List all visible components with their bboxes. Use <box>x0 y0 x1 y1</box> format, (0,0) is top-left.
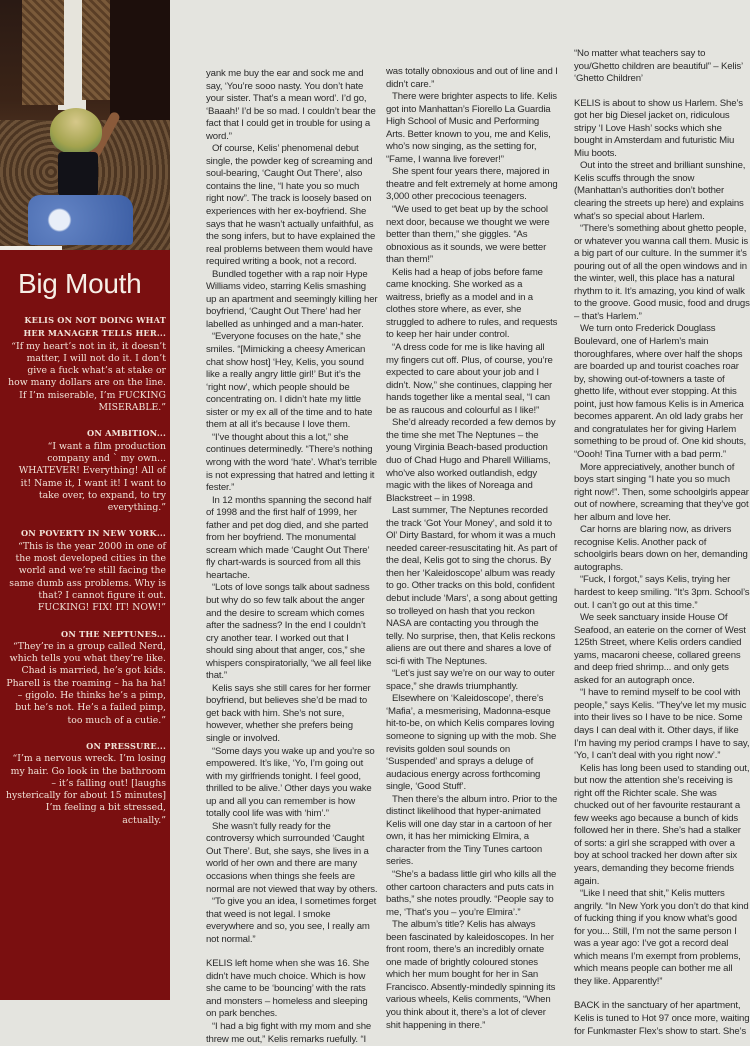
quote-heading: ON POVERTY IN NEW YORK... <box>20 528 166 539</box>
article-column-2 <box>386 66 558 1032</box>
paragraph: Bundled together with a rap noir Hype Williams video, starring Kelis smashing up an apartment and seemingly killing her boyfriend, ‘Caught Out There’ had her labelled as unhinged and a man-hater. <box>206 268 378 330</box>
paragraph: In 12 months spanning the second half of 1998 and the first half of 1999, her father and pet dog died, and she parted from her boyfriend. The monumental scream which made ‘Caught Out There’ fly chart-wards is sourced from all this heartache. <box>206 494 372 581</box>
epigraph-quote: “No matter what teachers say to you/Ghetto children are beautiful” – Kelis’ ‘Ghetto Children’ <box>574 48 743 85</box>
quote-heading: ON PRESSURE... <box>86 740 166 751</box>
paragraph: “Like I need that shit,” Kelis mutters angrily. “In New York you don’t do that kind of fucking thing if you know what’s good for you... Still, I’m not the same person I was a year ago: I’ve got a record deal which means I’m exempt from problems, which means people can bother me all they like. Apparently!” <box>574 888 749 987</box>
paragraph: was totally obnoxious and out of line and I didn’t care.” <box>386 66 558 90</box>
paragraph: yank me buy the ear and sock me and say, ‘You’re sooo nasty. You don’t hate your sister. That’s a mean word’. I’d go, ‘Baaah!’ I’d be so mad. I couldn’t bear the fact that I could get in trouble for using a word.” <box>206 68 376 142</box>
paragraph: “I have to remind myself to be cool with people,” says Kelis. “They’ve let my music into their lives so I have to be nice. Some days I can deal with it. Other days, if like I’m having my period cramps I have to say, ‘Yo, I can’t deal with you right now’.” <box>574 687 750 762</box>
paragraph: “I had a big fight with my mom and she threw me out,” Kelis remarks ruefully. “I <box>206 1021 372 1045</box>
quote-block <box>6 628 166 727</box>
photo-curtain-right <box>82 0 110 100</box>
paragraph: The album’s title? Kelis has always been fascinated by kaleidoscopes. In her front room, there’s an incredibly ornate one made of brightly coloured stones which her mum bought for her in San Francisco. Absently-mindedly spinning its various wheels, Kelis comments, “When you think about it, there’s a lot of clever shit happening in there.” <box>386 919 556 1031</box>
photo-top <box>58 152 98 196</box>
article-column-1 <box>206 68 378 1046</box>
paragraph: “Everyone focuses on the hate,” she smiles. “[Mimicking a cheesy American chat show host] ‘Hey, Kelis, you sound like a really angry little girl!’ But it’s the ‘right now’, which people should be concentrating on. I didn’t hate my little sister or my ex all of the time and to hate them at all it’s because I love them. <box>206 331 373 431</box>
paragraph: We turn onto Frederick Douglass Boulevard, one of Harlem’s main thoroughfares, where over half the shops are boarded up and tourist coaches roar by, showing out-of-towners a taste of ghetto life, without ever stopping. At this point, just how famous Kelis is in America becomes apparent. An old lady grabs her and congratulates her for giving Harlem something to be proud of. One kid shouts, “Oooh! Tina Turner with a bad perm.” <box>574 323 746 460</box>
quote-text: “I want a film production company and ` my own... WHATEVER! Everything! All of it! Name it, I want it! I want to take over, to expand, to try everything.” <box>18 440 166 514</box>
quote-text: “I’m a nervous wreck. I’m losing my hair. Go look in the bathroom – it’s falling out! [laughs hysterically for about 15 minutes] I’m feeling a bit stressed, actually.” <box>6 753 166 826</box>
sidebar-title: Big Mouth <box>18 268 142 299</box>
section-start-paragraph: BACK in the sanctuary of her apartment, Kelis is tuned to Hot 97 once more, waiting for Funkmaster Flex’s show to start. She’s <box>574 1000 750 1037</box>
paragraph: She spent four years there, majored in theatre and felt extremely at home among 3,000 other precocious teenagers. <box>386 166 558 203</box>
paragraph: Of course, Kelis’ phenomenal debut single, the powder keg of screaming and soul-bearing, ‘Caught Out There’, also contains the line, “I hate you so much right now”. The track is loosely based on experiences with her ex-boyfriend. She says that he wasn’t actually unfaithful, as the song infers, but to have explained the real problems between them would have required writing a book, not a record. <box>206 143 376 268</box>
paragraph: She’d already recorded a few demos by the time she met The Neptunes – the young Virginia Beach-based production duo of Chad Hugo and Pharell Williams, who’ve also worked outlandish, edgy magic with the likes of Noreaga and Blackstreet – in 1998. <box>386 417 556 504</box>
sidebar-panel <box>0 0 170 1000</box>
section-start-paragraph: KELIS left home when she was 16. She didn’t have much choice. Which is how she came to be ‘bouncing’ with the rats and monsters – homeless and sleeping on park benches. <box>206 958 370 1020</box>
paragraph: Out into the street and brilliant sunshine, Kelis scuffs through the snow (Manhattan’s authorities don’t bother clearing the streets up here) and explains what’s so special about Harlem. <box>574 160 746 222</box>
paragraph: “She’s a badass little girl who kills all the other cartoon characters and puts cats in baths,” she notes proudly. “People say to me, ‘That’s you – you’re Elmira’.” <box>386 869 557 918</box>
paragraph: Elsewhere on ‘Kaleidoscope’, there’s ‘Mafia’, a mesmerising, Madonna-esque hit-to-be, on which Kelis compares loving someone to signing up with the mob. She revisits golden soul sounds on ‘Suspended’ and sprays a deluge of audacious energy across forthcoming single, ‘Good Stuff’. <box>386 693 557 793</box>
photo-jeans <box>28 195 133 245</box>
photo-edge <box>0 246 62 250</box>
photo-curtain-left <box>22 0 64 105</box>
quote-block <box>6 740 166 827</box>
quote-heading: ON AMBITION... <box>87 428 166 439</box>
paragraph: Last summer, The Neptunes recorded the track ‘Got Your Money’, and sold it to Ol’ Dirty Bastard, for whom it was a much needed career-resuscitating hit. As part of the deal, Kelis got to sing the chorus. By then her ‘Kaleidoscope’ album was ready to go. Other tracks on this bold, confident debut include ‘Mars’, a song about getting so trolleyed on hash that you reckon NASA are contacting you through the telly. No surprise, then, that Kelis reckons aliens are out there and shares a love of sci-fi with The Neptunes. <box>386 505 558 667</box>
quote-block <box>6 427 166 514</box>
paragraph: “Let’s just say we’re on our way to outer space,” she drawls triumphantly. <box>386 668 555 692</box>
paragraph: “Some days you wake up and you’re so empowered. It’s like, ‘Yo, I’m going out with my girlfriends tonight. I feel good, thrilled to be alive.’ Other days you wake up and all you can remember is how totally cool life was with ‘him’.” <box>206 745 375 820</box>
quote-text: “They’re in a group called Nerd, which tells you what they’re like. Chad is married, he’s got kids. Pharell is the roaming – ha ha ha! – gigolo. He thinks he’s a pimp, but he’s not. He’s a failed pimp, too much of a cutie.” <box>6 640 166 726</box>
paragraph: Kelis has long been used to standing out, but now the attention she’s receiving is right off the Richter scale. She was chucked out of her favourite restaurant a few weeks ago because a bunch of kids followed her in there. She’s had a stalker of sorts: a girl she scrapped with over a boy at school tracked her down after six years, demanding they become friends again. <box>574 762 750 887</box>
quote-heading: KELIS ON NOT DOING WHAT HER MANAGER TELLS HER... <box>23 315 166 339</box>
quote-block <box>6 527 166 614</box>
quote-block <box>6 314 166 414</box>
kelis-photo <box>0 0 170 250</box>
photo-hair <box>50 108 102 154</box>
paragraph: “To give you an idea, I sometimes forget that weed is not legal. I smoke everywhere and so, you see, I really am not normal.” <box>206 896 377 945</box>
paragraph: We seek sanctuary inside House Of Seafood, an eaterie on the corner of West 125th Street, where Kelis orders candied yams, macaroni cheese, collared greens and deep fried shrimp... and only gets asked for an autograph once. <box>574 612 746 686</box>
paragraph: “I’ve thought about this a lot,” she continues determinedly. “There’s nothing wrong with the word ‘hate’. What’s terrible is not expressing that hatred and letting it fester.” <box>206 431 377 494</box>
paragraph: Car horns are blaring now, as drivers recognise Kelis. Another pack of schoolgirls bears down on her, demanding autographs. <box>574 524 748 573</box>
article-column-3 <box>574 48 750 1038</box>
paragraph: “Lots of love songs talk about sadness but why do so few talk about the anger and the desire to scream which comes after the sadness? In the end I couldn’t cry another tear. I worked out that I should sing about that anger, cos,” she whispers conspiratorially, “we all feel like that.” <box>206 582 372 682</box>
paragraph: “We used to get beat up by the school next door, because we thought we were better than them,” she giggles. “As obnoxious as it sounds, we were better than them!” <box>386 204 550 266</box>
section-start-paragraph: KELIS is about to show us Harlem. She’s got her big Diesel jacket on, ridiculous stripy ‘I Love Hash’ socks which she bought in Amsterdam and futuristic Miu Miu boots. <box>574 97 743 159</box>
paragraph: “There’s something about ghetto people, or whatever you wanna call them. Music is a big part of our culture. In the summer it’s pouring out of all the open windows and in the winter, well, this place has a natural rhythm to it. It’s amazing, you kind of walk to the groove. Good music, food and drugs – that’s Harlem.” <box>574 223 750 322</box>
paragraph: Then there’s the album intro. Prior to the distinct likelihood that hyper-animated Kelis will one day star in a cartoon of her own, it has her mimicking Elmira, a character from the Tiny Tunes cartoon series. <box>386 793 558 868</box>
quote-text: “If my heart’s not in it, it doesn’t matter, I will not do it. I don’t give a fuck what’s at stake or how many dollars are on the line. If I’m miserable, I’m FUCKING MISERABLE.” <box>8 340 166 414</box>
quote-text: “This is the year 2000 in one of the most developed cities in the world and we’re still facing the same dumb ass problems. Why is that? I cannot figure it out. FUCKING! FIX! IT! NOW!” <box>9 540 166 614</box>
paragraph: Kelis says she still cares for her former boyfriend, but believes she’d be mad to get back with him. She’s not sure, however, whether she prefers being single or involved. <box>206 682 371 744</box>
paragraph: There were brighter aspects to life. Kelis got into Manhattan’s Fiorello La Guardia High School of Music and Performing Arts. Better known to you, me and Kelis, who’s now singing, as the setting for, “Fame, I wanna live forever!” <box>386 91 557 165</box>
paragraph: “Fuck, I forgot,” says Kelis, trying her hardest to keep smiling. “It’s 3pm. School’s out. I can’t go out at this time.” <box>574 574 750 611</box>
paragraph: She wasn’t fully ready for the controversy which surrounded ‘Caught Out There’. But, she says, she lives in a world of her own and there are many occasions when things she feels are normal are not viewed that way by others. <box>206 820 378 895</box>
quote-heading: ON THE NEPTUNES... <box>61 628 166 639</box>
sidebar-quotes <box>6 314 166 840</box>
paragraph: “A dress code for me is like having all my fingers cut off. Plus, of course, you’re expected to care about your job and I didn’t. Now,” she continues, clapping her hands together like a mental seal, “I can be as raucous and colourful as I like!” <box>386 342 553 416</box>
paragraph: Kelis had a heap of jobs before fame came knocking. She worked as a waitress, briefly as a model and in a clothes store where, as ever, she struggled to adhere to rules, and requests to keep her hair under control. <box>386 266 558 341</box>
paragraph: More appreciatively, another bunch of boys start singing “I hate you so much right now!”. Then, some schoolgirls appear out of nowhere, screaming that they’ve got her album and love her. <box>574 461 749 523</box>
